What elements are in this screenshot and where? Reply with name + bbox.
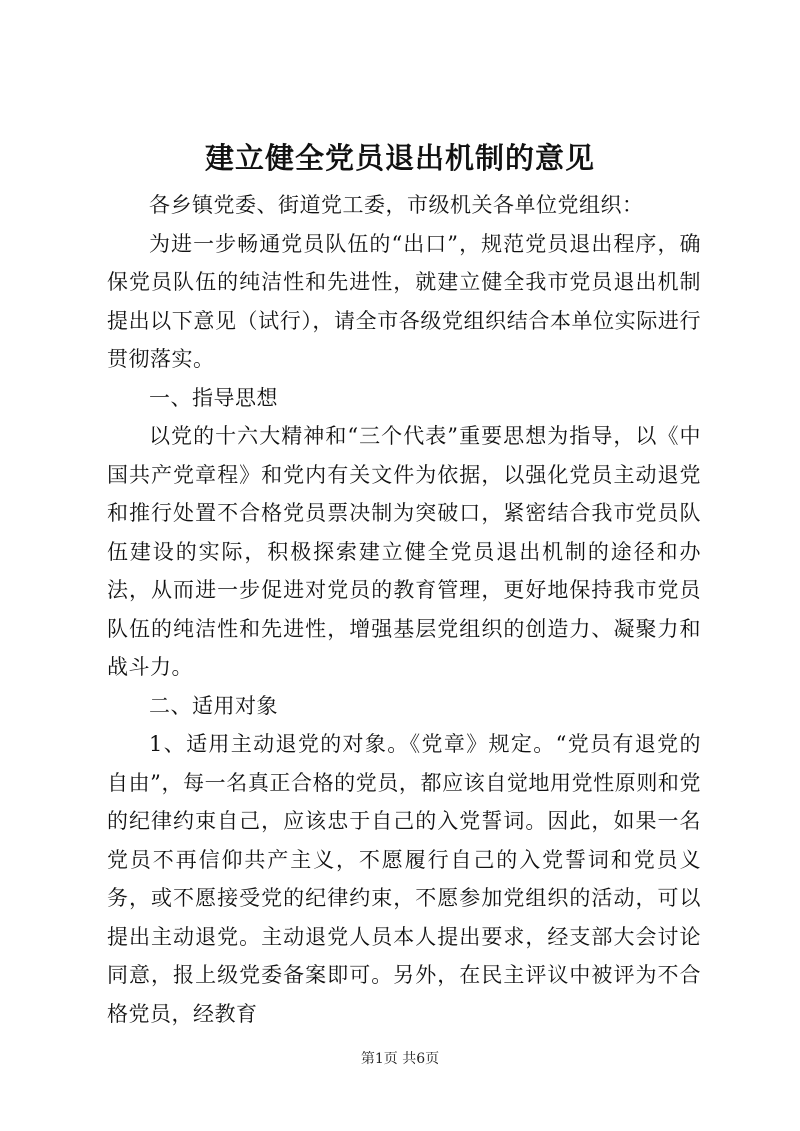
document-body xyxy=(107,186,701,1033)
document-title: 建立健全党员退出机制的意见 xyxy=(204,141,595,175)
salutation-paragraph: 各乡镇党委、街道党工委，市级机关各单位党组织： xyxy=(149,193,644,217)
voluntary-withdrawal-paragraph: 1、适用主动退党的对象。《党章》规定。“党员有退党的自由”，每一名真正合格的党员，都应该自觉地用党性原则和党的纪律约束自己，应该忠于自己的入党誓词。因此，如果一名党员不再信仰共产主义，不愿履行自己的入党誓词和党员义务，或不愿接受党的纪律约束，不愿参加党组织的活动，可以提出主动退党。主动退党人员本人提出要求，经支部大会讨论同意，报上级党委备案即可。另外，在民主评议中被评为不合格党员，经教育 xyxy=(107,732,701,1026)
guiding-ideology-paragraph: 以党的十六大精神和“三个代表”重要思想为指导，以《中国共产党章程》和党内有关文件为依据，以强化党员主动退党和推行处置不合格党员票决制为突破口，紧密结合我市党员队伍建设的实际，积极探索建立健全党员退出机制的途径和办法，从而进一步促进对党员的教育管理，更好地保持我市党员队伍的纯洁性和先进性，增强基层党组织的创造力、凝聚力和战斗力。 xyxy=(107,424,701,679)
intro-paragraph: 为进一步畅通党员队伍的“出口”，规范党员退出程序，确保党员队伍的纯洁性和先进性，就建立健全我市党员退出机制提出以下意见（试行），请全市各级党组织结合本单位实际进行贯彻落实。 xyxy=(107,231,701,371)
section-heading-guiding-ideology: 一、指导思想 xyxy=(149,385,278,410)
section-heading-applicable-objects: 二、适用对象 xyxy=(149,693,278,718)
page-number-footer: 第1页 共6页 xyxy=(360,1051,440,1067)
